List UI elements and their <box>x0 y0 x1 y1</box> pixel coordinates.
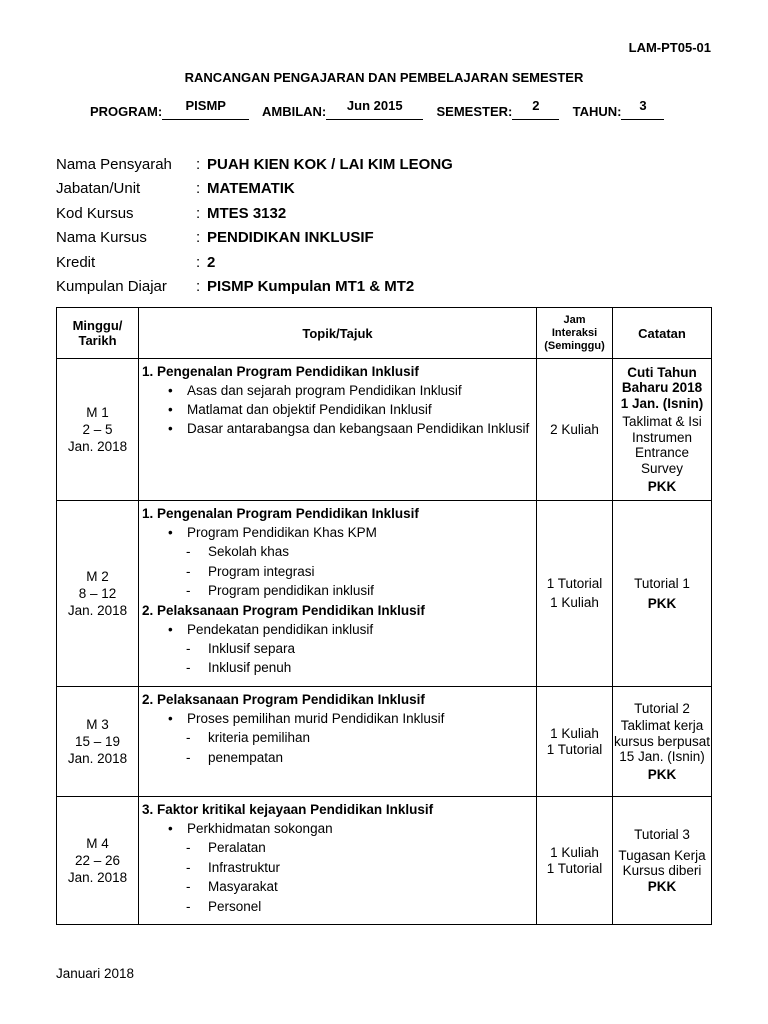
info-label: Nama Kursus <box>56 229 147 247</box>
topic-subitem: - Masyarakat <box>186 879 278 894</box>
table-row <box>57 687 712 797</box>
topic-subitem: - kriteria pemilihan <box>186 730 311 745</box>
header-hours: Jam Interaksi (Seminggu) <box>537 308 613 359</box>
topic-subitem: - Personel <box>186 898 262 914</box>
topic-cell <box>139 359 537 501</box>
footer-date: Januari 2018 <box>56 966 135 981</box>
table-row <box>57 797 712 925</box>
topic-cell <box>139 797 537 925</box>
info-row-course-code: Kod Kursus : MTES 3132 <box>56 204 287 222</box>
topic-cell <box>139 687 537 797</box>
tahun-label: TAHUN: <box>572 104 622 119</box>
info-value: PENDIDIKAN INKLUSIF <box>207 229 374 247</box>
topic-bullet: • Pendekatan pendidikan inklusif <box>168 621 374 637</box>
topic-subitem: - Sekolah khas <box>186 544 290 559</box>
topic-heading: 2. Pelaksanaan Program Pendidikan Inklusif <box>142 692 425 707</box>
topic-bullet: • Program Pendidikan Khas KPM <box>168 525 377 540</box>
topic-subitem: - Inklusif penuh <box>186 660 292 675</box>
topic-bullet: • Matlamat dan objektif Pendidikan Inklusif <box>168 402 432 417</box>
info-row-course-name: Nama Kursus : PENDIDIKAN INKLUSIF <box>56 229 374 247</box>
topic-subitem: - Inklusif separa <box>186 640 296 656</box>
topic-heading: 1. Pengenalan Program Pendidikan Inklusif <box>142 364 419 379</box>
header-topic: Topik/Tajuk <box>139 308 537 359</box>
info-value: PISMP Kumpulan MT1 & MT2 <box>207 278 415 296</box>
hours-cell: 1 Kuliah 1 Tutorial <box>537 687 613 797</box>
info-value: PUAH KIEN KOK / LAI KIM LEONG <box>207 155 453 173</box>
hours-cell: 1 Kuliah 1 Tutorial <box>537 797 613 925</box>
document-code: LAM-PT05-01 <box>628 40 711 55</box>
course-info <box>56 152 453 299</box>
info-row-credit: Kredit : 2 <box>56 253 216 271</box>
topic-subitem: - Program pendidikan inklusif <box>186 583 374 598</box>
hours-cell: 2 Kuliah <box>537 359 613 501</box>
ambilan-label: AMBILAN: <box>261 104 327 119</box>
table-row <box>57 501 712 687</box>
topic-heading: 3. Faktor kritikal kejayaan Pendidikan Inklusif <box>142 802 434 817</box>
topic-heading: 2. Pelaksanaan Program Pendidikan Inklusif <box>142 602 425 618</box>
info-label: Nama Pensyarah <box>56 155 172 173</box>
ambilan-field: Jun 2015 <box>326 104 423 120</box>
tahun-field: 3 <box>621 104 664 120</box>
topic-subitem: - penempatan <box>186 749 284 765</box>
info-value: 2 <box>207 253 216 271</box>
week-cell: M 1 2 – 5 Jan. 2018 <box>57 359 139 501</box>
info-label: Kod Kursus <box>56 204 134 222</box>
topic-bullet: • Perkhidmatan sokongan <box>168 821 333 836</box>
semester-field: 2 <box>512 104 559 120</box>
document-title: RANCANGAN PENGAJARAN DAN PEMBELAJARAN SEMESTER <box>184 70 584 85</box>
header-week: Minggu/ Tarikh <box>57 308 139 359</box>
info-row-lecturer: Nama Pensyarah : PUAH KIEN KOK / LAI KIM LEONG <box>56 155 453 173</box>
info-row-department: Jabatan/Unit : MATEMATIK <box>56 180 295 198</box>
notes-cell: Tutorial 3 Tugasan Kerja Kursus diberi PKK <box>613 797 712 925</box>
week-cell: M 2 8 – 12 Jan. 2018 <box>57 501 139 687</box>
notes-cell: Tutorial 2 Taklimat kerja kursus berpusat 15 Jan. (Isnin) PKK <box>613 687 712 797</box>
topic-bullet: • Proses pemilihan murid Pendidikan Inklusif <box>168 711 445 726</box>
info-row-group: Kumpulan Diajar : PISMP Kumpulan MT1 & MT2 <box>56 278 415 296</box>
info-value: MTES 3132 <box>207 204 287 222</box>
topic-subitem: - Program integrasi <box>186 563 315 579</box>
table-header-row <box>57 308 712 359</box>
topic-cell <box>139 501 537 687</box>
program-field: PISMP <box>162 104 249 120</box>
hours-cell: 1 Tutorial 1 Kuliah <box>537 501 613 687</box>
header-notes: Catatan <box>613 308 712 359</box>
topic-subitem: - Peralatan <box>186 840 266 855</box>
schedule-table <box>56 307 712 925</box>
week-cell: M 4 22 – 26 Jan. 2018 <box>57 797 139 925</box>
info-label: Kumpulan Diajar <box>56 278 167 296</box>
semester-label: SEMESTER: <box>436 104 513 119</box>
notes-cell: Cuti Tahun Baharu 2018 1 Jan. (Isnin) Taklimat & Isi Instrumen Entrance Survey PKK <box>613 359 712 501</box>
info-label: Jabatan/Unit <box>56 180 141 198</box>
info-label: Kredit <box>56 253 96 271</box>
topic-bullet: • Asas dan sejarah program Pendidikan Inklusif <box>168 383 462 398</box>
program-line <box>90 98 664 120</box>
program-label: PROGRAM: <box>90 104 163 119</box>
topic-heading: 1. Pengenalan Program Pendidikan Inklusif <box>142 506 419 521</box>
topic-subitem: - Infrastruktur <box>186 859 281 875</box>
table-row <box>57 359 712 501</box>
notes-cell: Tutorial 1 PKK <box>613 501 712 687</box>
week-cell: M 3 15 – 19 Jan. 2018 <box>57 687 139 797</box>
topic-bullet: • Dasar antarabangsa dan kebangsaan Pendidikan Inklusif <box>168 421 530 436</box>
info-value: MATEMATIK <box>207 180 295 198</box>
